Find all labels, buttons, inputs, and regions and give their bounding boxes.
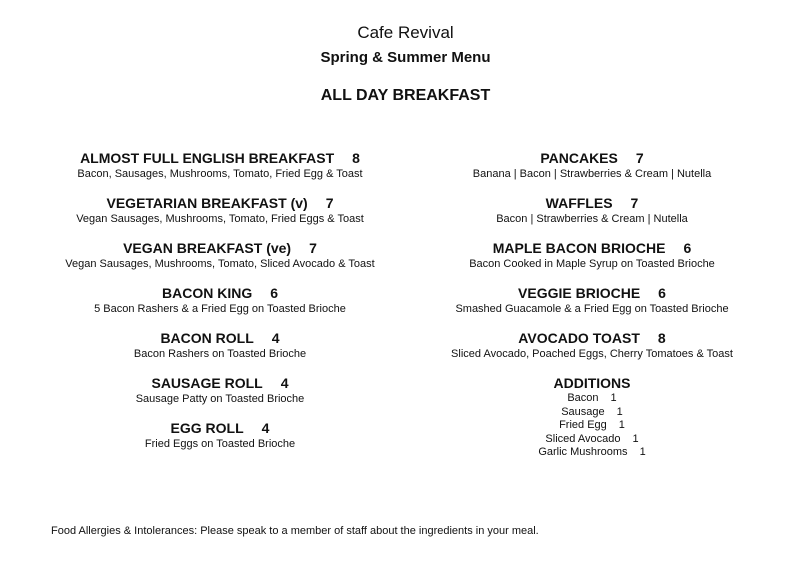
menu-item: [402, 329, 782, 374]
menu-season-title: Spring & Summer Menu: [320, 49, 491, 66]
menu-item: [30, 194, 410, 239]
item-description: Sausage Patty on Toasted Brioche: [135, 393, 305, 405]
item-description: Bacon, Sausages, Mushrooms, Tomato, Fried Egg & Toast: [77, 168, 363, 180]
menu-item: [402, 149, 782, 194]
item-name: SAUSAGE ROLL: [151, 375, 263, 391]
item-price: 6: [683, 240, 692, 256]
item-description: Smashed Guacamole & a Fried Egg on Toasted Brioche: [455, 303, 729, 315]
additions-title: ADDITIONS: [553, 375, 631, 391]
item-name: MAPLE BACON BRIOCHE: [492, 240, 666, 256]
item-description: Banana | Bacon | Strawberries & Cream | Nutella: [472, 168, 712, 180]
addition-price: 1: [632, 432, 639, 445]
menu-item: [402, 194, 782, 239]
item-price: 6: [270, 285, 279, 301]
menu-item: [30, 374, 410, 419]
item-description: Sliced Avocado, Poached Eggs, Cherry Tomatoes & Toast: [451, 348, 733, 360]
item-description: Vegan Sausages, Mushrooms, Tomato, Sliced Avocado & Toast: [65, 258, 375, 270]
item-price: 7: [630, 195, 639, 211]
menu-item: [30, 239, 410, 284]
menu-item: [30, 149, 410, 194]
item-name: BACON KING: [161, 285, 253, 301]
item-name: VEGAN BREAKFAST (ve): [123, 240, 292, 256]
left-menu-column: [30, 149, 410, 464]
addition-item: [402, 392, 782, 406]
item-price: 8: [352, 150, 360, 166]
item-price: 7: [635, 150, 644, 166]
cafe-name: Cafe Revival: [357, 23, 454, 42]
addition-price: 1: [610, 392, 617, 404]
item-description: Fried Eggs on Toasted Brioche: [144, 438, 296, 450]
addition-name: Garlic Mushrooms: [538, 446, 628, 458]
addition-item: [402, 406, 782, 420]
menu-item: [30, 419, 410, 464]
addition-price: 1: [639, 446, 646, 458]
addition-price: 1: [616, 405, 623, 418]
item-price: 4: [271, 330, 280, 346]
item-name: BACON ROLL: [160, 330, 254, 346]
item-price: 8: [657, 330, 666, 346]
item-description: Bacon Rashers on Toasted Brioche: [133, 348, 307, 360]
addition-name: Sausage: [561, 405, 605, 418]
item-name: PANCAKES: [540, 150, 618, 166]
section-title: ALL DAY BREAKFAST: [320, 87, 491, 104]
addition-price: 1: [618, 419, 625, 431]
menu-item: [30, 329, 410, 374]
item-price: 4: [261, 420, 270, 436]
item-name: WAFFLES: [545, 195, 613, 211]
addition-item: [402, 419, 782, 433]
right-menu-column: [402, 149, 782, 460]
menu-item: [402, 239, 782, 284]
item-price: 6: [658, 285, 666, 301]
item-price: 7: [309, 240, 317, 256]
addition-name: Sliced Avocado: [545, 432, 621, 445]
menu-header: [0, 22, 811, 106]
item-description: Vegan Sausages, Mushrooms, Tomato, Fried Eggs & Toast: [76, 213, 364, 225]
item-description: 5 Bacon Rashers & a Fried Egg on Toasted Brioche: [94, 303, 346, 315]
item-name: ALMOST FULL ENGLISH BREAKFAST: [80, 150, 335, 166]
additions-section: [402, 374, 782, 460]
addition-name: Fried Egg: [559, 419, 607, 431]
item-name: VEGGIE BRIOCHE: [518, 285, 641, 301]
menu-item: [402, 284, 782, 329]
addition-item: [402, 433, 782, 447]
item-name: AVOCADO TOAST: [518, 330, 640, 346]
addition-name: Bacon: [567, 392, 599, 404]
item-price: 4: [280, 375, 289, 391]
allergy-note: Food Allergies & Intolerances: Please speak to a member of staff about the ingredients in your meal.: [51, 525, 539, 537]
item-name: VEGETARIAN BREAKFAST (v): [106, 195, 308, 211]
addition-item: [402, 446, 782, 460]
menu-item: [30, 284, 410, 329]
item-name: EGG ROLL: [170, 420, 244, 436]
item-description: Bacon Cooked in Maple Syrup on Toasted Brioche: [469, 258, 715, 270]
item-description: Bacon | Strawberries & Cream | Nutella: [496, 213, 688, 225]
item-price: 7: [325, 195, 334, 211]
